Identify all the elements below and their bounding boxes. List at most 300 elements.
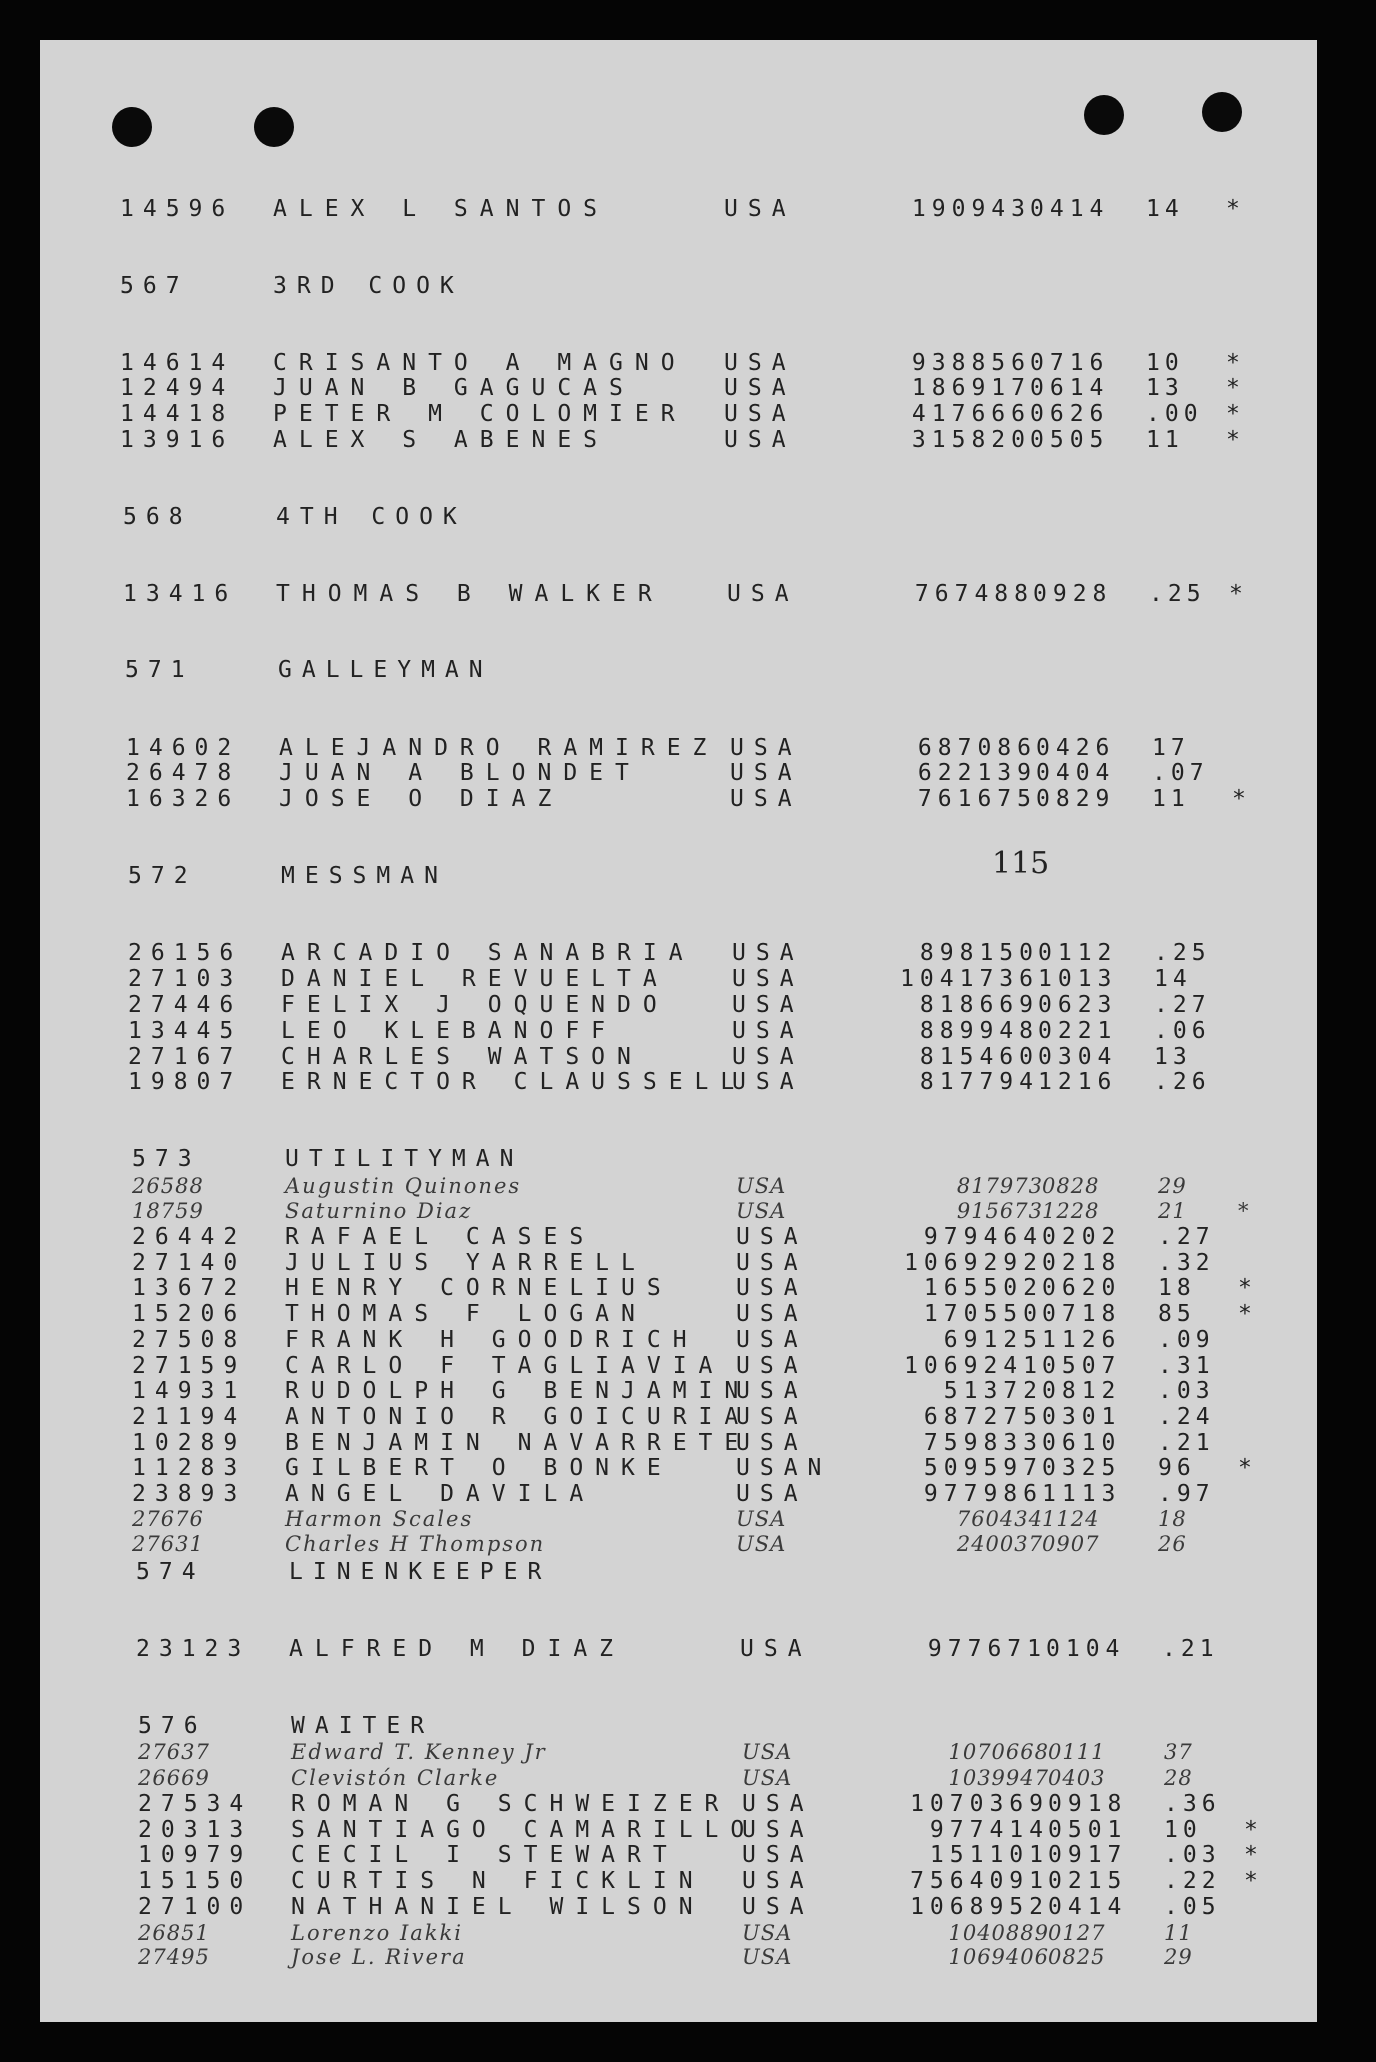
punch-hole — [1202, 92, 1242, 132]
document-number: 915673 — [956, 1199, 1043, 1223]
crew-row — [52, 1353, 1317, 1379]
crew-row — [52, 1531, 1317, 1557]
book-number: 23123 — [136, 1636, 251, 1662]
document-number: 1070668 — [948, 1740, 1049, 1764]
amount: 13 — [1154, 1044, 1192, 1070]
amount: 37 — [1164, 1740, 1193, 1764]
book-number: 27446 — [128, 992, 243, 1018]
crew-row — [58, 1842, 1317, 1868]
date-code: 0221 — [1038, 1018, 1118, 1044]
amount: 11 — [1164, 1921, 1193, 1945]
rating-title: 3RD COOK — [273, 273, 464, 299]
book-number: 27495 — [138, 1945, 210, 1969]
crew-row — [58, 1791, 1317, 1817]
date-code: 1216 — [1038, 1069, 1118, 1095]
nationality: USA — [736, 1327, 808, 1353]
crew-row — [52, 1430, 1317, 1456]
document-number: 938856 — [911, 350, 1031, 376]
amount: 28 — [1164, 1766, 1193, 1790]
amount: 11 — [1146, 427, 1184, 453]
star-mark: * — [1244, 1842, 1258, 1868]
date-code: 0825 — [1048, 1945, 1106, 1969]
book-number: 14602 — [126, 735, 241, 761]
date-code: 0501 — [1048, 1817, 1128, 1843]
crew-row — [52, 1173, 1317, 1199]
date-code: 0610 — [1042, 1430, 1122, 1456]
crew-row — [52, 1378, 1317, 1404]
nationality: USA — [736, 1378, 808, 1404]
date-code: 0507 — [1042, 1353, 1122, 1379]
amount: .31 — [1158, 1353, 1215, 1379]
document-number: 760434 — [956, 1507, 1043, 1531]
document-number: 977986 — [923, 1481, 1043, 1507]
crew-row — [58, 1868, 1317, 1894]
amount: .22 — [1164, 1868, 1221, 1894]
book-number: 13672 — [132, 1275, 247, 1301]
nationality: USA — [736, 1404, 808, 1430]
rating-title: 4TH COOK — [276, 504, 467, 530]
amount: 10 — [1164, 1817, 1202, 1843]
crew-name: Augustin Quinones — [285, 1174, 522, 1198]
nationality: USA — [742, 1894, 814, 1920]
amount: 18 — [1158, 1507, 1187, 1531]
section-heading — [52, 1146, 1317, 1172]
crew-name: ALEX S ABENES — [273, 427, 610, 453]
document-number: 817973 — [956, 1174, 1043, 1198]
date-code: 0403 — [1048, 1766, 1106, 1790]
crew-row — [48, 966, 1317, 992]
crew-name: JULIUS YARRELL — [285, 1250, 647, 1276]
book-number: 13445 — [128, 1018, 243, 1044]
crew-name: DANIEL REVUELTA — [281, 966, 669, 992]
date-code: 0202 — [1042, 1224, 1122, 1250]
crew-row — [58, 1944, 1317, 1970]
document-number: 817794 — [919, 1069, 1039, 1095]
section-heading — [45, 657, 1317, 683]
date-code: 0426 — [1036, 735, 1116, 761]
document-number: 1039947 — [948, 1766, 1049, 1790]
nationality: USA — [732, 966, 804, 992]
document-number: 767488 — [914, 581, 1034, 607]
nationality: USA — [742, 1921, 793, 1945]
rating-code: 576 — [138, 1713, 207, 1739]
book-number: 14596 — [120, 196, 235, 222]
crew-name: ANTONIO R GOICURIA — [285, 1404, 751, 1430]
nationality: USA — [732, 1044, 804, 1070]
date-code: 0623 — [1038, 992, 1118, 1018]
amount: .21 — [1158, 1430, 1215, 1456]
book-number: 26588 — [132, 1174, 204, 1198]
rating-title: UTILITYMAN — [285, 1146, 524, 1172]
document-number: 151101 — [929, 1842, 1049, 1868]
book-number: 10979 — [138, 1842, 253, 1868]
star-mark: * — [1226, 401, 1240, 427]
star-mark: * — [1244, 1868, 1258, 1894]
document-number: 977414 — [929, 1817, 1049, 1843]
crew-row — [48, 1069, 1317, 1095]
amount: .25 — [1149, 581, 1206, 607]
crew-name: THOMAS F LOGAN — [285, 1301, 647, 1327]
date-code: 0404 — [1036, 760, 1116, 786]
document-number: 165502 — [923, 1275, 1043, 1301]
rating-title: LINENKEEPER — [289, 1559, 552, 1585]
section-heading — [56, 1559, 1317, 1585]
document-number: 898150 — [919, 940, 1039, 966]
crew-row — [40, 427, 1317, 453]
crew-row — [58, 1817, 1317, 1843]
crew-name: GILBERT O BONKE — [285, 1455, 673, 1481]
date-code: 0127 — [1048, 1921, 1106, 1945]
crew-row — [40, 350, 1317, 376]
amount: .21 — [1162, 1636, 1219, 1662]
star-mark: * — [1238, 1301, 1252, 1327]
nationality: USA — [736, 1199, 787, 1223]
book-number: 26669 — [138, 1766, 210, 1790]
document-number: 417666 — [911, 401, 1031, 427]
crew-name: Saturnino Diaz — [285, 1199, 473, 1223]
amount: 29 — [1164, 1945, 1193, 1969]
crew-row — [48, 940, 1317, 966]
date-code: 0218 — [1042, 1250, 1122, 1276]
book-number: 15206 — [132, 1301, 247, 1327]
crew-row — [56, 1636, 1317, 1662]
amount: 26 — [1158, 1532, 1187, 1556]
nationality: USA — [742, 1766, 793, 1790]
amount: 18 — [1158, 1275, 1196, 1301]
star-mark: * — [1229, 581, 1243, 607]
nationality: USA — [736, 1275, 808, 1301]
book-number: 12494 — [120, 375, 235, 401]
document-number: 759833 — [923, 1430, 1043, 1456]
amount: .03 — [1158, 1378, 1215, 1404]
rating-code: 571 — [125, 657, 194, 683]
crew-name: Clevistón Clarke — [291, 1766, 500, 1790]
crew-row — [52, 1481, 1317, 1507]
crew-name: Harmon Scales — [285, 1507, 474, 1531]
amount: .27 — [1158, 1224, 1215, 1250]
nationality: USA — [736, 1481, 808, 1507]
document-number: 509597 — [923, 1455, 1043, 1481]
crew-row — [43, 581, 1317, 607]
crew-name: Lorenzo Iakki — [291, 1921, 463, 1945]
rating-title: GALLEYMAN — [278, 657, 493, 683]
nationality: USA — [742, 1868, 814, 1894]
crew-row — [58, 1920, 1317, 1946]
date-code: 0111 — [1048, 1740, 1106, 1764]
nationality: USA — [724, 401, 796, 427]
crew-name: ROMAN G SCHWEIZER — [291, 1791, 731, 1817]
document-number: 818669 — [919, 992, 1039, 1018]
crew-name: BENJAMIN NAVARRETE — [285, 1430, 751, 1456]
date-code: 0304 — [1038, 1044, 1118, 1070]
crew-name: SANTIAGO CAMARILLO — [291, 1817, 757, 1843]
nationality: USA — [730, 786, 802, 812]
book-number: 13416 — [123, 581, 238, 607]
crew-row — [48, 992, 1317, 1018]
nationality: USA — [742, 1945, 793, 1969]
crew-name: CRISANTO A MAGNO — [273, 350, 687, 376]
book-number: 27508 — [132, 1327, 247, 1353]
crew-name: Charles H Thompson — [285, 1532, 546, 1556]
date-code: 1126 — [1042, 1327, 1122, 1353]
book-number: 20313 — [138, 1817, 253, 1843]
crew-name: JUAN B GAGUCAS — [273, 375, 635, 401]
section-heading — [48, 863, 1317, 889]
nationality: USA — [740, 1636, 812, 1662]
crew-name: ANGEL DAVILA — [285, 1481, 596, 1507]
document-number: 69125 — [943, 1327, 1043, 1353]
crew-row — [58, 1765, 1317, 1791]
nationality: USA — [742, 1842, 814, 1868]
amount: 14 — [1146, 196, 1184, 222]
book-number: 15150 — [138, 1868, 253, 1894]
date-code: 0716 — [1030, 350, 1110, 376]
amount: 29 — [1158, 1174, 1187, 1198]
crew-name: RAFAEL CASES — [285, 1224, 596, 1250]
date-code: 0505 — [1030, 427, 1110, 453]
rating-code: 573 — [132, 1146, 201, 1172]
book-number: 26442 — [132, 1224, 247, 1250]
date-code: 0414 — [1030, 196, 1110, 222]
crew-row — [52, 1506, 1317, 1532]
nationality: USA — [730, 735, 802, 761]
document-number: 1070369 — [910, 1791, 1049, 1817]
nationality: USA — [732, 1018, 804, 1044]
document-number: 51372 — [943, 1378, 1043, 1404]
book-number: 27631 — [132, 1532, 204, 1556]
book-number: 27167 — [128, 1044, 243, 1070]
document-number: 1069292 — [904, 1250, 1043, 1276]
amount: 21 — [1158, 1199, 1187, 1223]
nationality: USA — [736, 1532, 787, 1556]
crew-name: LEO KLEBANOFF — [281, 1018, 618, 1044]
book-number: 27100 — [138, 1894, 253, 1920]
star-mark: * — [1238, 1275, 1252, 1301]
star-mark: * — [1226, 350, 1240, 376]
document-number: 170550 — [923, 1301, 1043, 1327]
amount: .36 — [1164, 1791, 1221, 1817]
amount: 85 — [1158, 1301, 1196, 1327]
book-number: 19807 — [128, 1069, 243, 1095]
amount: 17 — [1152, 735, 1190, 761]
book-number: 26851 — [138, 1921, 210, 1945]
document-number: 761675 — [917, 786, 1037, 812]
nationality: USA — [742, 1740, 793, 1764]
book-number: 26478 — [126, 760, 241, 786]
nationality: USA — [742, 1817, 814, 1843]
date-code: 1013 — [1038, 966, 1118, 992]
nationality: USA — [724, 196, 796, 222]
date-code: 1124 — [1042, 1507, 1100, 1531]
book-number: 13916 — [120, 427, 235, 453]
amount: 14 — [1154, 966, 1192, 992]
crew-row — [46, 735, 1317, 761]
nationality: USAN — [736, 1455, 832, 1481]
document-number: 977671 — [927, 1636, 1047, 1662]
amount: .00 — [1146, 401, 1203, 427]
date-code: 0829 — [1036, 786, 1116, 812]
document-number: 186917 — [911, 375, 1031, 401]
crew-name: THOMAS B WALKER — [276, 581, 664, 607]
document-number: 979464 — [923, 1224, 1043, 1250]
crew-row — [40, 401, 1317, 427]
amount: .24 — [1158, 1404, 1215, 1430]
crew-name: RUDOLPH G BENJAMIN — [285, 1378, 751, 1404]
date-code: 1113 — [1042, 1481, 1122, 1507]
amount: .03 — [1164, 1842, 1221, 1868]
crew-row — [52, 1327, 1317, 1353]
star-mark: * — [1226, 196, 1240, 222]
document-number: 815460 — [919, 1044, 1039, 1070]
star-mark: * — [1238, 1199, 1250, 1223]
document-number: 1068952 — [910, 1894, 1049, 1920]
crew-name: ARCADIO SANABRIA — [281, 940, 695, 966]
date-code: 0626 — [1030, 401, 1110, 427]
crew-row — [52, 1455, 1317, 1481]
nationality: USA — [727, 581, 799, 607]
rating-code: 572 — [128, 863, 197, 889]
page-number: 115 — [992, 846, 1050, 881]
crew-name: CECIL I STEWART — [291, 1842, 679, 1868]
book-number: 11283 — [132, 1455, 247, 1481]
amount: .09 — [1158, 1327, 1215, 1353]
crew-row — [46, 786, 1317, 812]
amount: .06 — [1154, 1018, 1211, 1044]
crew-row — [52, 1250, 1317, 1276]
amount: 96 — [1158, 1455, 1196, 1481]
crew-row — [40, 375, 1317, 401]
date-code: 0928 — [1033, 581, 1113, 607]
book-number: 14931 — [132, 1378, 247, 1404]
crew-name: JUAN A BLONDET — [279, 760, 641, 786]
nationality: USA — [742, 1791, 814, 1817]
book-number: 27140 — [132, 1250, 247, 1276]
rating-code: 567 — [120, 273, 189, 299]
date-code: 0812 — [1042, 1378, 1122, 1404]
star-mark: * — [1244, 1817, 1258, 1843]
crew-name: ALFRED M DIAZ — [289, 1636, 626, 1662]
book-number: 26156 — [128, 940, 243, 966]
document-number: 1041736 — [900, 966, 1039, 992]
nationality: USA — [724, 427, 796, 453]
crew-name: CURTIS N FICKLIN — [291, 1868, 705, 1894]
book-number: 27103 — [128, 966, 243, 992]
nationality: USA — [736, 1430, 808, 1456]
section-heading — [43, 504, 1317, 530]
nationality: USA — [736, 1301, 808, 1327]
amount: 10 — [1146, 350, 1184, 376]
amount: 11 — [1152, 786, 1190, 812]
crew-name: JOSE O DIAZ — [279, 786, 564, 812]
book-number: 14418 — [120, 401, 235, 427]
rating-title: WAITER — [291, 1713, 435, 1739]
crew-name: HENRY CORNELIUS — [285, 1275, 673, 1301]
date-code: 1228 — [1042, 1199, 1100, 1223]
document-number: 622139 — [917, 760, 1037, 786]
book-number: 14614 — [120, 350, 235, 376]
crew-row — [58, 1894, 1317, 1920]
crew-row — [46, 760, 1317, 786]
date-code: 0718 — [1042, 1301, 1122, 1327]
crew-name: FRANK H GOODRICH — [285, 1327, 699, 1353]
crew-row — [40, 196, 1317, 222]
punch-hole — [1084, 95, 1124, 135]
amount: .07 — [1152, 760, 1209, 786]
nationality: USA — [724, 350, 796, 376]
book-number: 21194 — [132, 1404, 247, 1430]
document-number: 1069406 — [948, 1945, 1049, 1969]
crew-row — [52, 1224, 1317, 1250]
document-number: 1040889 — [948, 1921, 1049, 1945]
nationality: USA — [736, 1224, 808, 1250]
date-code: 0918 — [1048, 1791, 1128, 1817]
crew-row — [48, 1018, 1317, 1044]
amount: .25 — [1154, 940, 1211, 966]
star-mark: * — [1226, 427, 1240, 453]
book-number: 18759 — [132, 1199, 204, 1223]
date-code: 0917 — [1048, 1842, 1128, 1868]
amount: .97 — [1158, 1481, 1215, 1507]
crew-name: CARLO F TAGLIAVIA — [285, 1353, 725, 1379]
book-number: 27534 — [138, 1791, 253, 1817]
crew-name: Jose L. Rivera — [291, 1945, 467, 1969]
date-code: 0614 — [1030, 375, 1110, 401]
crew-name: ALEJANDRO RAMIREZ — [279, 735, 719, 761]
book-number: 27159 — [132, 1353, 247, 1379]
nationality: USA — [730, 760, 802, 786]
nationality: USA — [732, 940, 804, 966]
amount: .32 — [1158, 1250, 1215, 1276]
document-number: 240037 — [956, 1532, 1043, 1556]
date-code: 0907 — [1042, 1532, 1100, 1556]
nationality: USA — [736, 1507, 787, 1531]
crew-row — [58, 1739, 1317, 1765]
crew-row — [52, 1404, 1317, 1430]
crew-row — [52, 1275, 1317, 1301]
date-code: 0112 — [1038, 940, 1118, 966]
book-number: 16326 — [126, 786, 241, 812]
document-number: 190943 — [911, 196, 1031, 222]
date-code: 0414 — [1048, 1894, 1128, 1920]
date-code: 0104 — [1046, 1636, 1126, 1662]
document-number: 687086 — [917, 735, 1037, 761]
crew-name: FELIX J OQUENDO — [281, 992, 669, 1018]
star-mark: * — [1226, 375, 1240, 401]
date-code: 0215 — [1048, 1868, 1128, 1894]
document-number: 315820 — [911, 427, 1031, 453]
date-code: 0325 — [1042, 1455, 1122, 1481]
nationality: USA — [732, 1069, 804, 1095]
rating-code: 574 — [136, 1559, 205, 1585]
nationality: USA — [732, 992, 804, 1018]
document-number: 7564091 — [910, 1868, 1049, 1894]
book-number: 23893 — [132, 1481, 247, 1507]
crew-name: ALEX L SANTOS — [273, 196, 610, 222]
crew-name: CHARLES WATSON — [281, 1044, 643, 1070]
punch-hole — [254, 107, 294, 147]
punch-hole — [112, 107, 152, 147]
crew-name: ERNECTOR CLAUSSELL — [281, 1069, 747, 1095]
date-code: 0301 — [1042, 1404, 1122, 1430]
amount: .05 — [1164, 1894, 1221, 1920]
document-number: 1069241 — [904, 1353, 1043, 1379]
section-heading — [58, 1713, 1317, 1739]
rating-title: MESSMAN — [281, 863, 448, 889]
book-number: 10289 — [132, 1430, 247, 1456]
date-code: 0828 — [1042, 1174, 1100, 1198]
rating-code: 568 — [123, 504, 192, 530]
date-code: 0620 — [1042, 1275, 1122, 1301]
